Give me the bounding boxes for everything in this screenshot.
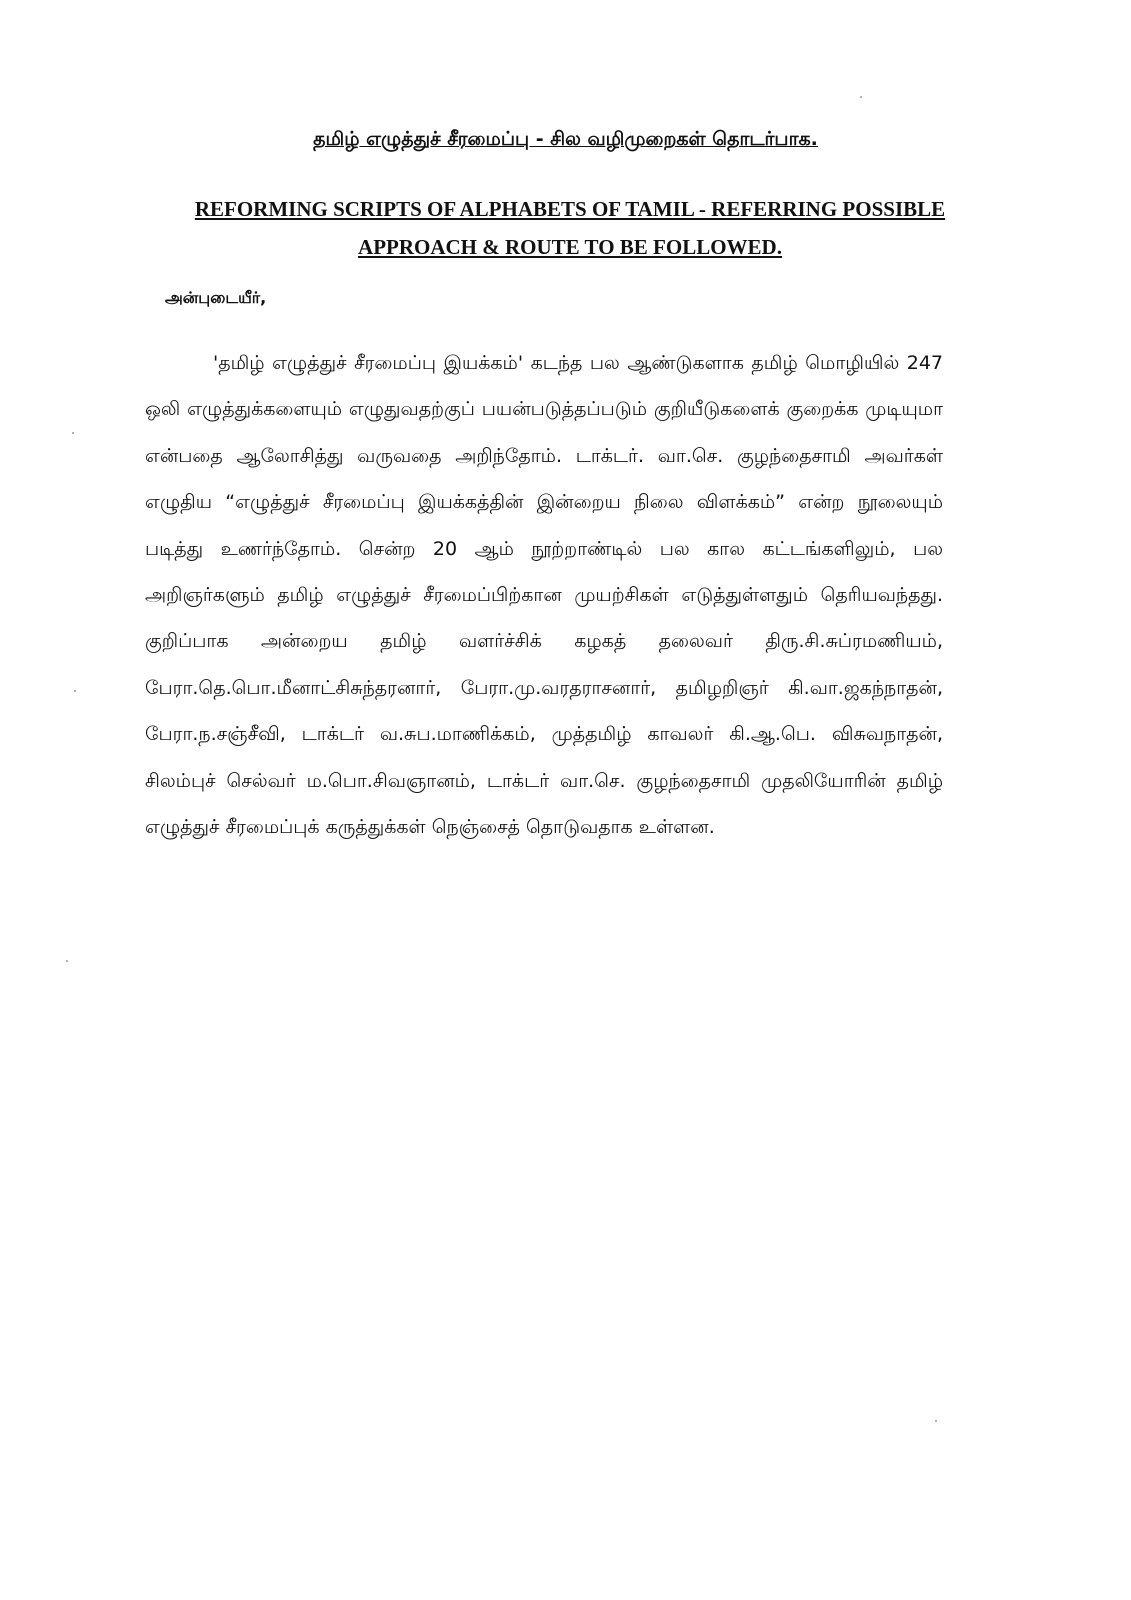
scan-speck xyxy=(72,432,74,434)
salutation: அன்புடையீர், xyxy=(165,288,267,307)
scan-speck xyxy=(74,690,76,692)
body-paragraph: 'தமிழ் எழுத்துச் சீரமைப்பு இயக்கம்' கடந்த பல ஆண்டுகளாக தமிழ் மொழியில் 247 ஒலி எழுத்துக்களையும் எழுதுவதற்குப் பயன்படுத்தப்படும் குறியீடுகளைக் குறைக்க முடியுமா என்பதை ஆலோசித்து வருவதை அறிந்தோம். டாக்டர். வா.செ. குழந்தைசாமி அவர்கள் எழுதிய “எழுத்துச் சீரமைப்பு இயக்கத்தின் இன்றைய நிலை விளக்கம்” என்ற நூலையும் படித்து உணர்ந்தோம். சென்ற 20 ஆம் நூற்றாண்டில் பல கால கட்டங்களிலும், பல அறிஞர்களும் தமிழ் எழுத்துச் சீரமைப்பிற்கான முயற்சிகள் எடுத்துள்ளதும் தெரியவந்தது. குறிப்பாக அன்றைய தமிழ் வளர்ச்சிக் கழகத் தலைவர் திரு.சி.சுப்ரமணியம், பேரா.தெ.பொ.மீனாட்சிசுந்தரனார், பேரா.மு.வரதராசனார், தமிழறிஞர் கி.வா.ஜகந்நாதன், பேரா.ந.சஞ்சீவி, டாக்டர் வ.சுப.மாணிக்கம், முத்தமிழ் காவலர் கி.ஆ.பெ. விசுவநாதன், சிலம்புச் செல்வர் ம.பொ.சிவஞானம், டாக்டர் வா.செ. குழந்தைசாமி முதலியோரின் தமிழ் எழுத்துச் சீரமைப்புக் கருத்துக்கள் நெஞ்சைத் தொடுவதாக உள்ளன. xyxy=(145,352,943,839)
tamil-title: தமிழ் எழுத்துச் சீரமைப்பு - சில வழிமுறைகள் தொடர்பாக. xyxy=(313,128,818,150)
scan-speck xyxy=(860,96,862,98)
english-title: REFORMING SCRIPTS OF ALPHABETS OF TAMIL - REFERRING POSSIBLE APPROACH & ROUTE TO BE FOLLOWED. xyxy=(194,197,946,259)
scan-speck xyxy=(935,1420,937,1422)
scan-speck xyxy=(66,960,68,962)
